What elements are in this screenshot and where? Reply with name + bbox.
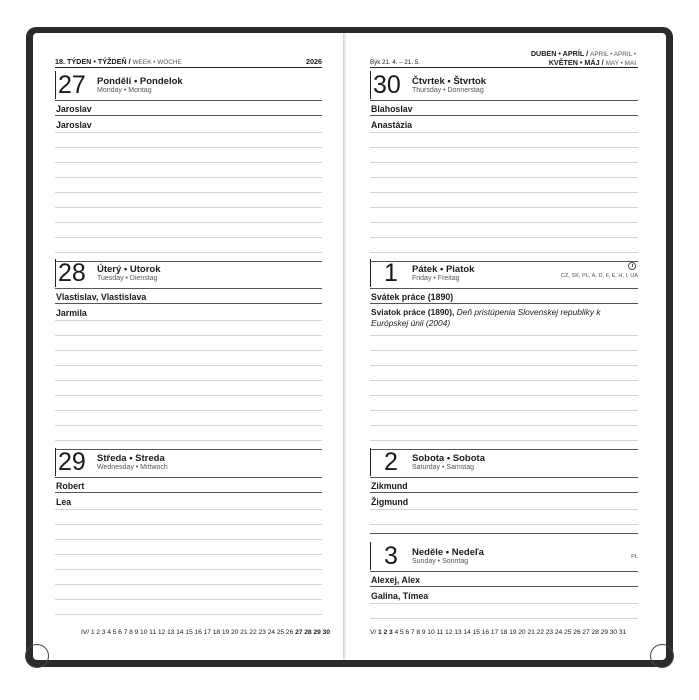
day-sub: Monday • Montag <box>97 87 152 94</box>
right-page <box>346 33 666 660</box>
day-number: 3 <box>384 542 398 570</box>
holiday-countries: PL <box>631 554 638 560</box>
day-sub: Tuesday • Dienstag <box>97 275 158 282</box>
mini-prefix: IV/ <box>81 629 90 636</box>
day-block-27[interactable] <box>55 71 322 130</box>
nameday-sk: Lea <box>56 497 72 507</box>
nameday-cz: Robert <box>56 481 85 491</box>
header-rule <box>55 67 322 68</box>
day-sub: Wednesday • Mittwoch <box>97 464 168 471</box>
day-sub: Friday • Freitag <box>412 275 460 282</box>
header-rule <box>370 67 638 68</box>
day-name: Pátek • Piatok <box>412 264 475 275</box>
day-number: 30 <box>373 71 401 99</box>
day-name: Středa • Streda <box>97 453 165 464</box>
mini-calendar-april <box>81 629 330 636</box>
nameday-cz: Zikmund <box>371 481 408 491</box>
mini-calendar-may <box>370 629 626 636</box>
nameday-cz: Jaroslav <box>56 104 92 114</box>
week-label: 18. TÝDEN • TÝŽDEŇ / <box>55 57 131 66</box>
day-block-30[interactable] <box>370 71 638 130</box>
nameday-cz: Blahoslav <box>371 104 413 114</box>
day-number: 2 <box>384 448 398 476</box>
corner-mark <box>25 644 49 668</box>
mini-prefix: V/ <box>370 629 377 636</box>
nameday-sk: Anastázia <box>371 120 413 130</box>
day-number: 28 <box>58 259 86 287</box>
week-header <box>55 57 182 66</box>
day-name: Neděle • Nedeľa <box>412 547 484 558</box>
day-block-29[interactable] <box>55 448 322 507</box>
holiday-countries: CZ, SK, PL, A, D, F, E, H, I, UA <box>560 273 638 279</box>
day-name: Sobota • Sobota <box>412 453 485 464</box>
day-number: 1 <box>384 259 398 287</box>
day-block-2[interactable] <box>370 448 638 507</box>
month-line-1: DUBEN • APRÍL / APRIL • APRIL • <box>530 49 636 58</box>
left-page <box>33 33 344 660</box>
day-name: Pondělí • Pondelok <box>97 76 183 87</box>
day-block-3[interactable] <box>370 542 638 601</box>
zodiac-label: Býk 21. 4. – 21. 5. <box>370 59 420 66</box>
day-sub: Sunday • Sonntag <box>412 558 469 565</box>
day-sub: Saturday • Samstag <box>412 464 474 471</box>
clock-icon <box>628 262 636 270</box>
day-name: Úterý • Utorok <box>97 264 161 275</box>
mini-days: 1 2 3 4 5 6 7 8 9 10 11 12 13 14 15 16 17 18 19 20 21 22 23 24 25 26 <box>90 629 294 636</box>
mini-days: 4 5 6 7 8 9 10 11 12 13 14 15 16 17 18 19 20 21 22 23 24 25 26 27 28 29 30 31 <box>394 629 627 636</box>
corner-mark <box>650 644 674 668</box>
day-sub: Thursday • Donnerstag <box>412 87 484 94</box>
day-number: 27 <box>58 71 86 99</box>
mini-days-week: 27 28 29 30 <box>295 629 330 636</box>
day-number: 29 <box>58 448 86 476</box>
day-block-1[interactable] <box>370 259 638 328</box>
nameday-sk: Galina, Tímea <box>371 591 429 601</box>
nameday-cz: Alexej, Alex <box>371 575 421 585</box>
holiday-cz: Svátek práce (1890) <box>371 292 454 302</box>
nameday-sk: Jaroslav <box>56 120 92 130</box>
nameday-cz: Vlastislav, Vlastislava <box>56 292 147 302</box>
day-name: Čtvrtek • Štvrtok <box>412 76 487 87</box>
nameday-sk: Jarmila <box>56 308 87 318</box>
nameday-sk: Žigmund <box>371 497 409 507</box>
holiday-sk: Sviatok práce (1890), Deň pristúpenia Slovenskej republiky k Európskej únii (2004) <box>371 307 601 328</box>
mini-days-week: 1 2 3 <box>378 629 393 636</box>
week-sub: WEEK • WOCHE <box>132 59 182 66</box>
month-line-2: KVĚTEN • MÁJ / MAY • MAI <box>548 58 636 67</box>
year-label: 2026 <box>306 57 322 66</box>
day-block-28[interactable] <box>55 259 322 318</box>
